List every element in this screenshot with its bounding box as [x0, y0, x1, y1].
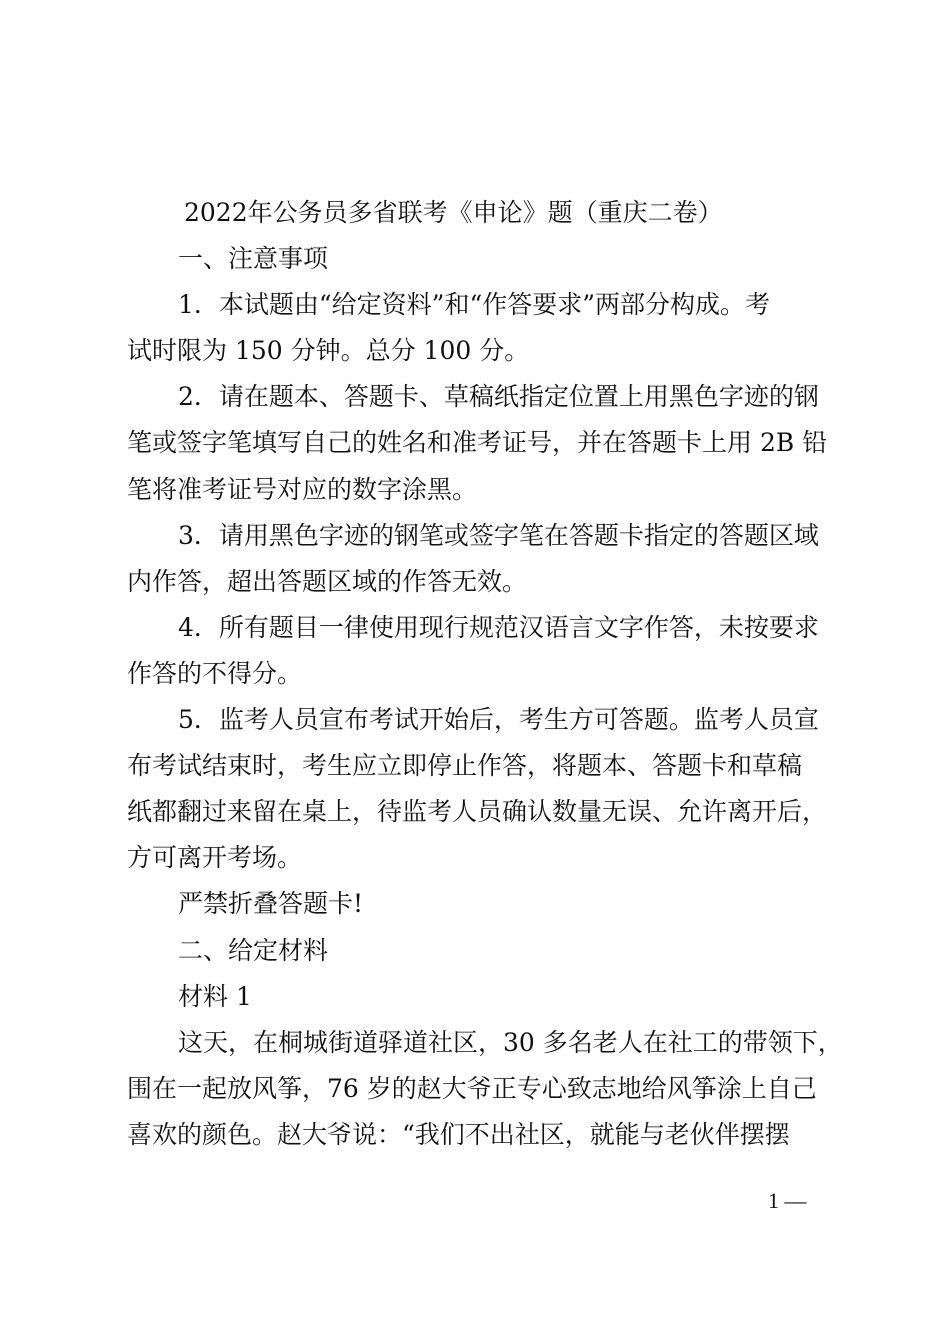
text-line: 严禁折叠答题卡!: [178, 889, 364, 919]
text-line: 这天，在桐城街道驿道社区，30 多名老人在社工的带领下，: [178, 1027, 843, 1057]
text-line: 5．监考人员宣布考试开始后，考生方可答题。监考人员宣: [178, 705, 819, 735]
text-line: 3．请用黑色字迹的钢笔或签字笔在答题卡指定的答题区域: [178, 520, 819, 550]
text-line: 笔将准考证号对应的数字涂黑。: [127, 474, 478, 504]
text-line: 布考试结束时，考生应立即停止作答，将题本、答题卡和草稿: [127, 751, 803, 781]
text-line: 内作答，超出答题区域的作答无效。: [127, 566, 528, 596]
text-line: 二、给定材料: [178, 935, 329, 965]
text-line: 笔或签字笔填写自己的姓名和准考证号，并在答题卡上用 2B 铅: [127, 428, 828, 458]
document-title: 2022年公务员多省联考《申论》题（重庆二卷）: [184, 198, 723, 227]
text-line: 1．本试题由“给定资料”和“作答要求”两部分构成。考: [178, 290, 771, 320]
page-number: 1 —: [768, 1188, 807, 1213]
document-body: [127, 190, 843, 1158]
text-line: 方可离开考场。: [127, 843, 303, 873]
text-line: 纸都翻过来留在桌上，待监考人员确认数量无误、允许离开后，: [127, 797, 828, 827]
text-line: 喜欢的颜色。赵大爷说：“我们不出社区，就能与老伙伴摆摆: [127, 1119, 790, 1149]
text-line: 一、注意事项: [178, 244, 329, 274]
text-line: 试时限为 150 分钟。总分 100 分。: [127, 336, 530, 366]
text-line: 4．所有题目一律使用现行规范汉语言文字作答，未按要求: [178, 612, 819, 642]
text-line: 2．请在题本、答题卡、草稿纸指定位置上用黑色字迹的钢: [178, 382, 819, 412]
text-line: 围在一起放风筝，76 岁的赵大爷正专心致志地给风筝涂上自己: [127, 1073, 817, 1103]
text-line: 作答的不得分。: [127, 658, 303, 688]
text-line: 材料 1: [178, 981, 252, 1011]
